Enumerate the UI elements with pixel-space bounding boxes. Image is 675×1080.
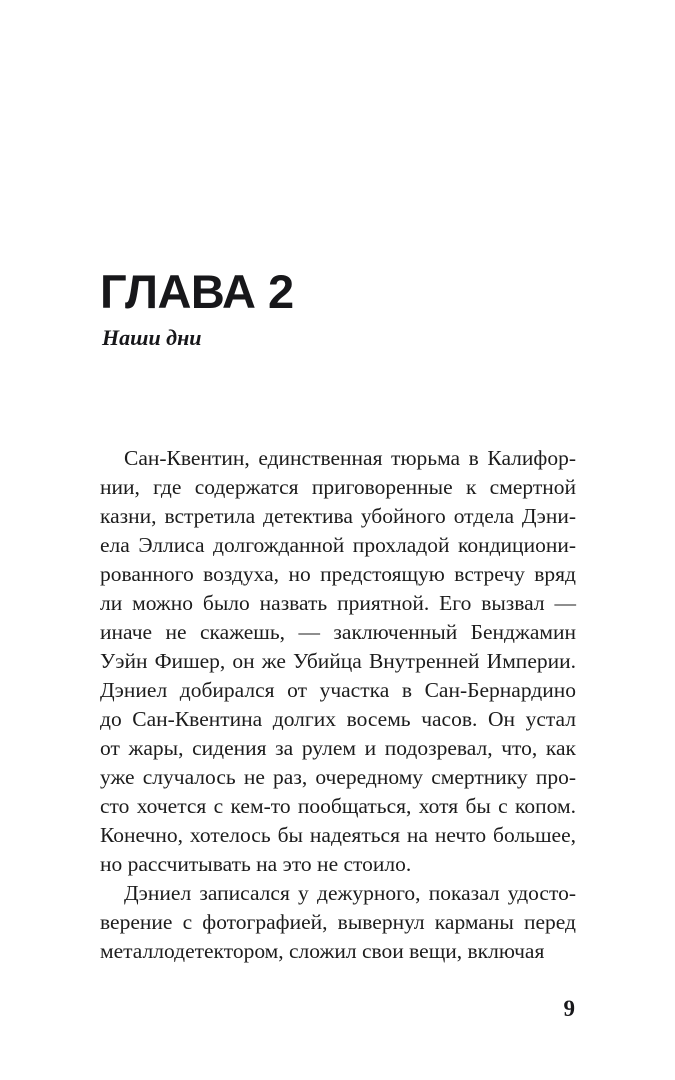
chapter-subtitle: Наши дни (102, 325, 202, 350)
text-line: но рассчитывать на это не стоило. (100, 852, 412, 876)
text-line: Уэйн Фишер, он же Убийца Внутренней Империи. (100, 649, 576, 673)
paragraph (100, 444, 576, 879)
text-line: нии, где содержатся приговоренные к смертной (100, 475, 576, 499)
text-line: Дэниел записался у дежурного, показал удосто- (124, 881, 576, 905)
text-line: от жары, сидения за рулем и подозревал, что, как (100, 736, 576, 760)
text-line: иначе не скажешь, — заключенный Бенджамин (100, 620, 576, 644)
chapter-heading-block (100, 265, 580, 351)
chapter-title: ГЛАВА 2 (100, 265, 294, 318)
paragraph (100, 879, 576, 966)
text-line: Дэниел добирался от участка в Сан-Бернардино (100, 678, 576, 702)
text-line: казни, встретила детектива убойного отдела Дэни- (100, 504, 576, 528)
text-line: сто хочется с кем-то пообщаться, хотя бы с копом. (100, 794, 576, 818)
text-line: ела Эллиса долгожданной прохладой кондициони- (100, 533, 576, 557)
page-number: 9 (563, 996, 575, 1021)
text-line: до Сан-Квентина долгих восемь часов. Он устал (100, 707, 576, 731)
text-line: рованного воздуха, но предстоящую встречу вряд (100, 562, 576, 586)
text-line: ли можно было назвать приятной. Его вызвал — (100, 591, 576, 615)
text-line: Конечно, хотелось бы надеяться на нечто большее, (100, 823, 576, 847)
body-text-block (100, 444, 576, 966)
text-line: Сан-Квентин, единственная тюрьма в Калифор- (124, 446, 576, 470)
text-line: верение с фотографией, вывернул карманы перед (100, 910, 576, 934)
text-line: металлодетектором, сложил свои вещи, включая (100, 939, 545, 963)
text-line: уже случалось не раз, очередному смертнику про- (100, 765, 576, 789)
